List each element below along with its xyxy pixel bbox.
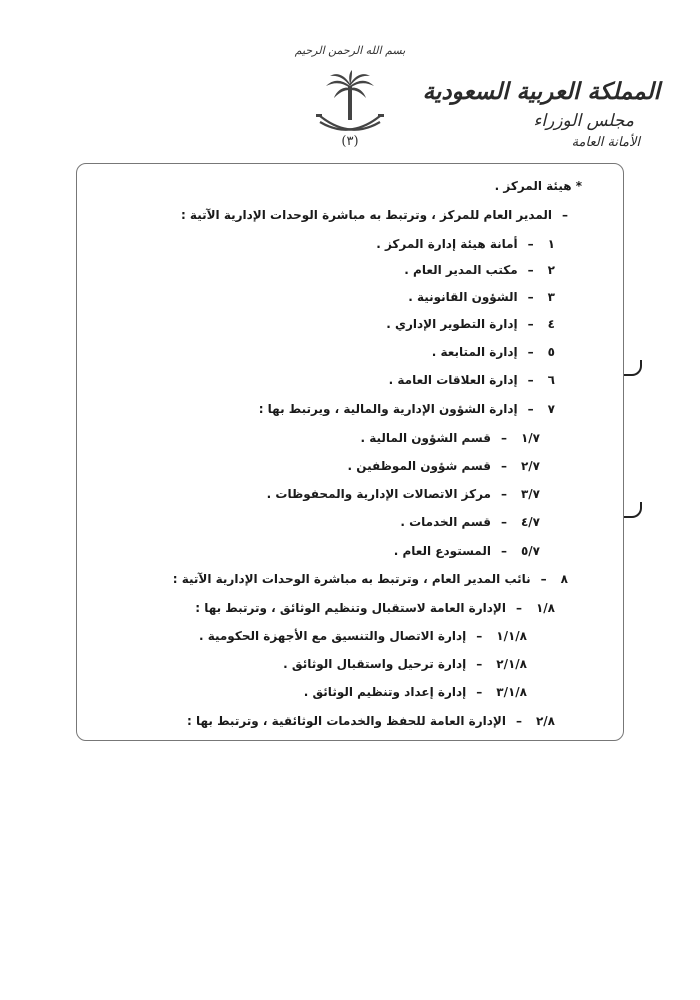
item-number: ٢/٨ bbox=[535, 714, 555, 728]
basmala: بسم الله الرحمن الرحيم bbox=[294, 44, 406, 57]
item-separator: – bbox=[476, 629, 483, 643]
item-text: إدارة الاتصال والتنسيق مع الأجهزة الحكومية . bbox=[198, 629, 467, 643]
item-text: الإدارة العامة للحفظ والخدمات الوثائقية ، وترتبط بها : bbox=[186, 714, 506, 728]
list-item bbox=[386, 316, 555, 332]
item-separator: – bbox=[476, 685, 483, 699]
item-number: ١/١/٨ bbox=[496, 629, 527, 643]
item-number: ١/٧ bbox=[520, 431, 540, 445]
list-item bbox=[173, 571, 568, 587]
item-number: ٥ bbox=[547, 345, 555, 359]
item-separator: – bbox=[527, 237, 534, 251]
item-text: الإدارة العامة لاستقبال وتنظيم الوثائق ، وترتبط بها : bbox=[195, 601, 506, 615]
item-text: إدارة الشؤون الإدارية والمالية ، ويرتبط بها : bbox=[258, 402, 518, 416]
item-separator: – bbox=[515, 601, 522, 615]
list-item bbox=[267, 486, 540, 502]
item-separator: – bbox=[476, 657, 483, 671]
list-item bbox=[394, 543, 540, 559]
item-number: ٢/١/٨ bbox=[496, 657, 527, 671]
list-item bbox=[283, 656, 527, 672]
item-number: ٨ bbox=[560, 572, 568, 586]
item-separator: – bbox=[515, 714, 522, 728]
item-number: ١/٨ bbox=[535, 601, 555, 615]
item-separator: – bbox=[500, 544, 507, 558]
item-separator: – bbox=[527, 290, 534, 304]
item-text: إدارة إعداد وتنظيم الوثائق . bbox=[303, 685, 467, 699]
section-heading: * هيئة المركز . bbox=[494, 179, 582, 193]
item-number: ٣ bbox=[547, 290, 555, 304]
list-item bbox=[400, 514, 540, 530]
item-text: المستودع العام . bbox=[393, 544, 491, 558]
list-item bbox=[408, 289, 555, 305]
item-separator: – bbox=[500, 459, 507, 473]
kingdom-title: المملكة العربية السعودية bbox=[422, 78, 660, 105]
item-number: ٤/٧ bbox=[520, 515, 540, 529]
item-text: الشؤون القانونية . bbox=[408, 290, 518, 304]
item-number: ٤ bbox=[547, 317, 555, 331]
item-separator: – bbox=[527, 345, 534, 359]
list-item bbox=[187, 713, 555, 729]
item-number: ١ bbox=[547, 237, 555, 251]
page-number: (٣) bbox=[341, 134, 359, 149]
list-item bbox=[432, 344, 555, 360]
item-text: المدير العام للمركز ، وترتبط به مباشرة الوحدات الإدارية الآتية : bbox=[180, 208, 552, 222]
item-number: ٦ bbox=[547, 373, 555, 387]
list-item bbox=[360, 430, 540, 446]
item-text: إدارة العلاقات العامة . bbox=[388, 373, 518, 387]
item-text: أمانة هيئة إدارة المركز . bbox=[376, 237, 518, 251]
item-number: ٣/١/٨ bbox=[496, 685, 527, 699]
list-item bbox=[199, 628, 527, 644]
item-number: ٢ bbox=[547, 263, 555, 277]
secretariat-title: الأمانة العامة bbox=[571, 135, 640, 150]
council-title: مجلس الوزراء bbox=[533, 111, 634, 131]
item-number: ٣/٧ bbox=[520, 487, 540, 501]
item-separator: – bbox=[500, 431, 507, 445]
item-text: إدارة التطوير الإداري . bbox=[386, 317, 518, 331]
item-separator: – bbox=[527, 263, 534, 277]
punch-mark-bottom bbox=[624, 502, 642, 518]
item-number: ٥/٧ bbox=[520, 544, 540, 558]
item-text: قسم الخدمات . bbox=[400, 515, 491, 529]
list-item bbox=[404, 262, 555, 278]
item-separator: – bbox=[500, 515, 507, 529]
item-text: مكتب المدير العام . bbox=[404, 263, 518, 277]
list-item bbox=[181, 207, 568, 223]
saudi-emblem-icon bbox=[312, 70, 388, 142]
list-item bbox=[195, 600, 555, 616]
list-item bbox=[348, 458, 540, 474]
item-separator: – bbox=[527, 317, 534, 331]
item-text: قسم شؤون الموظفين . bbox=[347, 459, 491, 473]
item-text: نائب المدير العام ، وترتبط به مباشرة الوحدات الإدارية الآتية : bbox=[172, 572, 531, 586]
list-item bbox=[259, 401, 555, 417]
punch-mark-top bbox=[624, 360, 642, 376]
item-text: قسم الشؤون المالية . bbox=[360, 431, 491, 445]
item-separator: – bbox=[500, 487, 507, 501]
list-item bbox=[304, 684, 527, 700]
item-number: ٢/٧ bbox=[520, 459, 540, 473]
item-text: مركز الاتصالات الإدارية والمحفوظات . bbox=[266, 487, 491, 501]
item-separator: – bbox=[562, 208, 568, 222]
list-item bbox=[376, 236, 555, 252]
item-number: ٧ bbox=[547, 402, 555, 416]
item-text: إدارة المتابعة . bbox=[431, 345, 518, 359]
item-separator: – bbox=[527, 402, 534, 416]
item-separator: – bbox=[540, 572, 547, 586]
item-text: إدارة ترحيل واستقبال الوثائق . bbox=[283, 657, 467, 671]
item-separator: – bbox=[527, 373, 534, 387]
list-item bbox=[389, 372, 555, 388]
